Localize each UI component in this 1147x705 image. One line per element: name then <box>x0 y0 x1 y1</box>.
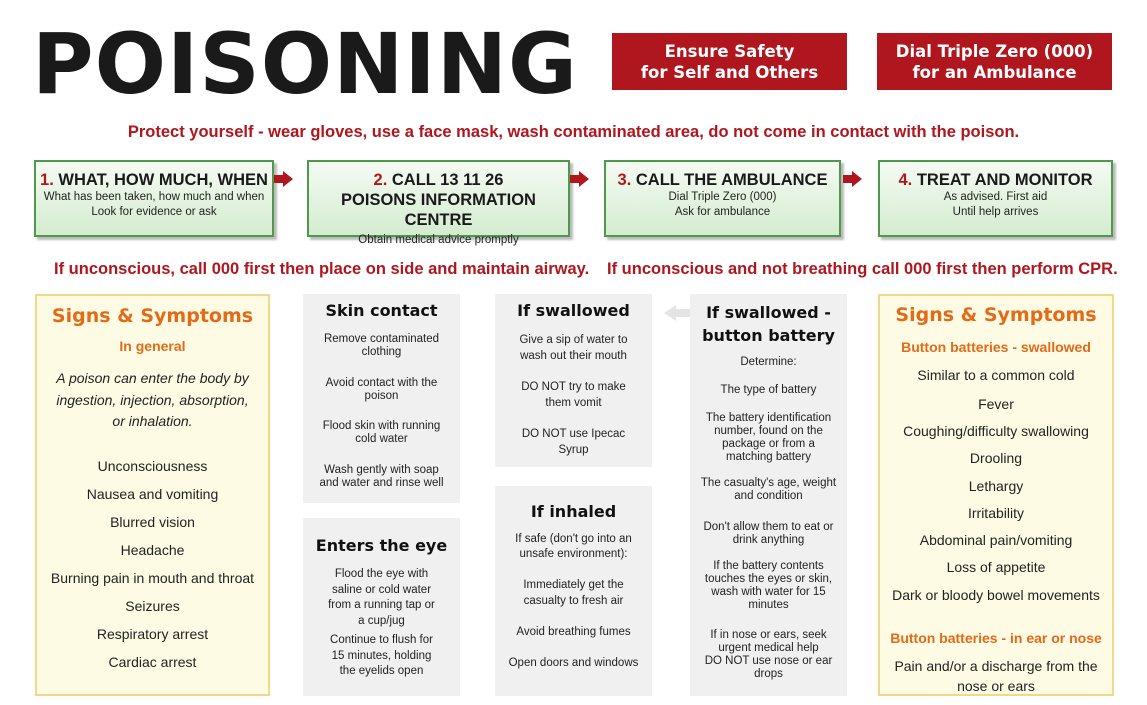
symptom-item: Respiratory arrest <box>96 626 209 642</box>
symptom-item <box>880 656 1112 696</box>
ambulance-alert-line: Dial Triple Zero (000) <box>895 41 1094 61</box>
item-line: poison <box>364 390 399 402</box>
signs-intro-line: or inhalation. <box>112 413 193 429</box>
symptom-item: Headache <box>120 542 185 558</box>
battery-item <box>690 521 847 547</box>
symptom-item: Lethargy <box>968 478 1024 494</box>
item-line: wash out their mouth <box>520 349 627 362</box>
step-heading <box>880 170 1111 190</box>
step-detail: As advised. First aid <box>943 191 1048 203</box>
step-heading <box>36 170 272 190</box>
battery-heading <box>690 301 847 347</box>
inhaled-item: Avoid breathing fumes <box>516 626 631 638</box>
protect-instruction: Protect yourself - wear gloves, use a face mask, wash contaminated area, do not come in contact with the poison. <box>127 123 1020 141</box>
swallowed-item <box>495 333 652 364</box>
signs-general-panel <box>35 294 270 696</box>
item-line: Continue to flush for <box>330 634 433 646</box>
item-line: saline or cold water <box>331 583 432 596</box>
swallowed-heading: If swallowed <box>517 301 630 320</box>
item-line: urgent medical help <box>718 642 819 654</box>
signs-subheading: In general <box>119 338 186 354</box>
skin-contact-item <box>303 464 460 490</box>
item-line: If the battery contents <box>713 560 824 572</box>
signs-intro <box>37 368 268 433</box>
signs-subheading: Button batteries - swallowed <box>901 339 1091 355</box>
battery-item <box>690 412 847 464</box>
item-line: and water and rinse well <box>319 477 444 489</box>
item-line: Give a sip of water to <box>519 334 628 346</box>
step-number: 3. <box>617 171 632 189</box>
item-line: nose or ears <box>957 678 1035 694</box>
item-line: casualty to fresh air <box>523 594 624 607</box>
signs-heading: Signs & Symptoms <box>51 305 254 327</box>
item-line: Syrup <box>558 443 589 456</box>
step-number: 1. <box>40 171 54 189</box>
inhaled-item <box>495 578 652 609</box>
symptom-item: Abdominal pain/vomiting <box>919 532 1073 548</box>
step-title: CALL 13 11 26 <box>391 171 504 189</box>
swallowed-item <box>495 427 652 458</box>
heading-line: If swallowed - <box>706 303 831 322</box>
item-line: clothing <box>361 346 402 358</box>
battery-item: Determine: <box>740 356 797 368</box>
item-line: number, found on the <box>714 425 823 437</box>
item-line: 15 minutes, holding <box>331 649 432 662</box>
step-heading <box>309 170 568 190</box>
item-line: DO NOT use nose or ear <box>704 655 833 667</box>
eye-item <box>303 567 460 629</box>
symptom-item: Drooling <box>969 450 1023 466</box>
step-detail: Look for evidence or ask <box>91 205 217 218</box>
step-number: 2. <box>373 171 388 189</box>
battery-panel <box>690 294 847 696</box>
symptom-item: Fever <box>978 396 1014 412</box>
step-title: WHAT, HOW MUCH, WHEN <box>58 171 268 189</box>
item-line: package or from a <box>722 438 815 450</box>
item-line: cold water <box>355 433 408 445</box>
skin-contact-heading: Skin contact <box>325 301 438 320</box>
inhaled-panel <box>495 486 652 696</box>
step-2-box <box>307 160 570 246</box>
symptom-item: Irritability <box>967 505 1024 521</box>
arrow-left-shaft <box>675 309 691 317</box>
symptom-item: Nausea and vomiting <box>86 486 219 502</box>
item-line: touches the eyes or skin, <box>704 573 833 585</box>
eye-panel <box>303 518 460 696</box>
symptom-item: Cardiac arrest <box>108 654 197 670</box>
safety-alert <box>612 33 847 90</box>
signs-intro-line: A poison can enter the body by <box>56 370 249 386</box>
heading-line: button battery <box>702 326 835 345</box>
item-line: unsafe environment): <box>519 548 628 560</box>
signs-heading: Signs & Symptoms <box>895 304 1097 326</box>
item-line: minutes <box>748 599 789 611</box>
swallowed-item <box>495 380 652 411</box>
item-line: The casualty's age, weight <box>700 477 837 489</box>
symptom-item: Seizures <box>125 598 180 614</box>
swallowed-panel <box>495 294 652 467</box>
item-line: Pain and/or a discharge from the <box>894 658 1098 674</box>
step-detail: What has been taken, how much and when <box>43 191 265 203</box>
signs-intro-line: ingestion, injection, absorption, <box>56 391 249 408</box>
eye-heading: Enters the eye <box>315 536 448 555</box>
item-line: DO NOT use Ipecac <box>521 428 626 440</box>
item-line: Flood skin with running <box>322 420 441 432</box>
signs-subheading: Button batteries - in ear or nose <box>890 630 1102 646</box>
step-heading <box>606 170 839 190</box>
signs-battery-panel <box>878 294 1114 696</box>
inhaled-item <box>495 532 652 562</box>
skin-contact-item <box>303 333 460 359</box>
item-line: from a running tap or <box>328 599 435 611</box>
item-line: Remove contaminated <box>323 333 440 345</box>
step-3-box <box>604 160 841 237</box>
step-detail: Until help arrives <box>952 205 1039 218</box>
battery-item: The type of battery <box>720 384 817 396</box>
item-line: Don't allow them to eat or <box>703 521 834 533</box>
item-line: drink anything <box>732 534 805 546</box>
item-line: a cup/jug <box>358 614 405 627</box>
item-line: Avoid contact with the <box>325 377 438 389</box>
skin-contact-panel <box>303 294 460 503</box>
step-number: 4. <box>898 171 913 189</box>
ambulance-alert-line: for an Ambulance <box>912 62 1077 82</box>
battery-item <box>690 477 847 503</box>
item-line: If in nose or ears, seek <box>710 629 827 641</box>
item-line: matching battery <box>725 451 811 463</box>
safety-alert-line: for Self and Others <box>640 62 819 82</box>
battery-item <box>690 629 847 681</box>
step-4-box <box>878 160 1113 237</box>
battery-item <box>690 560 847 612</box>
item-line: Flood the eye with <box>334 568 429 580</box>
item-line: the eyelids open <box>339 665 424 677</box>
item-line: Immediately get the <box>523 579 624 591</box>
step-title: TREAT AND MONITOR <box>916 171 1093 189</box>
step-1-box <box>34 160 274 237</box>
item-line: and condition <box>734 490 803 502</box>
step-title-line-2: POISONS INFORMATION CENTRE <box>341 191 536 229</box>
inhaled-heading: If inhaled <box>530 502 617 521</box>
symptom-item: Coughing/difficulty swallowing <box>903 423 1089 439</box>
step-title: CALL THE AMBULANCE <box>635 171 828 189</box>
item-line: Wash gently with soap <box>324 464 439 476</box>
item-line: If safe (don't go into an <box>515 533 632 545</box>
step-detail: Dial Triple Zero (000) <box>668 191 777 203</box>
page-title: POISONING <box>32 15 578 113</box>
eye-item <box>303 633 460 680</box>
inhaled-item: Open doors and windows <box>508 657 639 669</box>
ambulance-alert <box>877 33 1112 90</box>
unconscious-cpr-instruction: If unconscious and not breathing call 000 first then perform CPR. <box>607 260 1118 278</box>
item-line: The battery identification <box>705 412 832 424</box>
symptom-item: Blurred vision <box>110 514 195 530</box>
item-line: drops <box>754 668 783 680</box>
item-line: DO NOT try to make <box>521 381 626 393</box>
symptom-item: Loss of appetite <box>946 559 1046 575</box>
symptom-item: Dark or bloody bowel movements <box>892 587 1100 603</box>
safety-alert-line: Ensure Safety <box>664 41 795 61</box>
step-detail: Ask for ambulance <box>674 205 771 218</box>
symptom-item: Similar to a common cold <box>917 367 1075 383</box>
skin-contact-item <box>303 420 460 446</box>
unconscious-airway-instruction: If unconscious, call 000 first then place on side and maintain airway. <box>54 260 590 278</box>
symptom-item: Burning pain in mouth and throat <box>50 570 255 586</box>
symptom-item: Unconsciousness <box>97 458 208 474</box>
item-line: them vomit <box>545 396 602 409</box>
item-line: wash with water for 15 <box>711 586 826 598</box>
skin-contact-item <box>303 377 460 403</box>
step-detail: Obtain medical advice promptly <box>358 234 519 246</box>
